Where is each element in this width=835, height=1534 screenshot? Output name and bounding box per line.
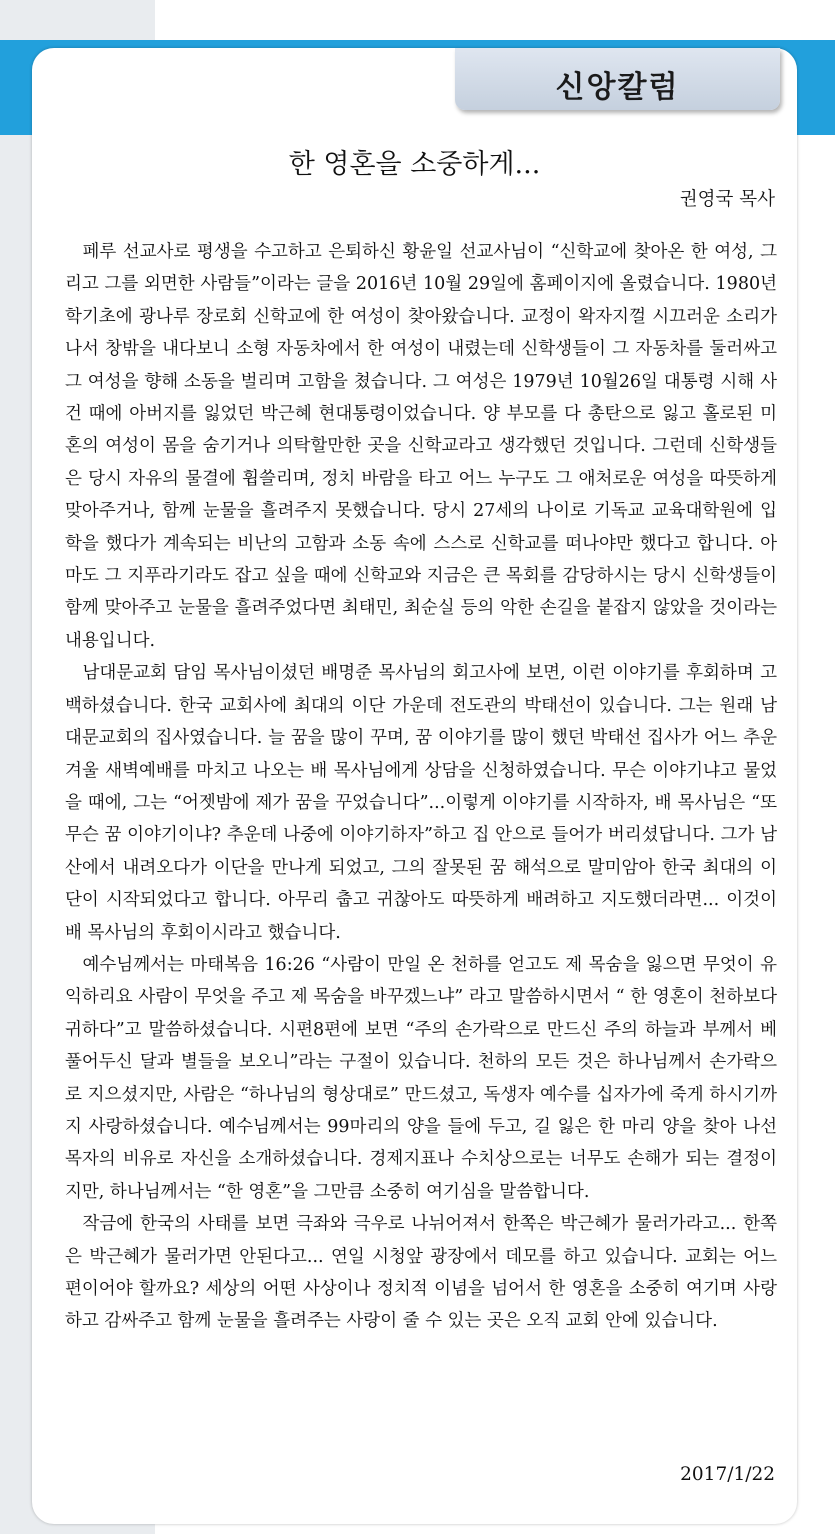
article-title: 한 영혼을 소중하게...: [288, 149, 541, 180]
paragraph: 남대문교회 담임 목사님이셨던 배명준 목사님의 회고사에 보면, 이런 이야기를 후회하며 고백하셨습니다. 한국 교회사에 최대의 이단 가운데 전도관의 박태선이 있습니다. 그는 원래 남대문교회의 집사였습니다. 늘 꿈을 많이 꾸며, 꿈 이야기를 많이 했던 박태선 집사가 어느 추운 겨울 새벽예배를 마치고 나오는 배 목사님에게 상담을 신청하였습니다. 무슨 이야기냐고 물었을 때에, 그는 “어젯밤에 제가 꿈을 꾸었습니다”...이렇게 이야기를 시작하자, 배 목사님은 “또 무슨 꿈 이야기이냐? 추운데 나중에 이야기하자”하고 집 안으로 들어가 버리셨답니다. 그가 남산에서 내려오다가 이단을 만나게 되었고, 그의 잘못된 꿈 해석으로 말미암아 한국 최대의 이단이 시작되었다고 합니다. 아무리 춥고 귀찮아도 따뜻하게 배려하고 지도했더라면... 이것이 배 목사님의 후회이시라고 했습니다.: [65, 663, 777, 943]
paragraph: 예수님께서는 마태복음 16:26 “사람이 만일 온 천하를 얻고도 제 목숨을 잃으면 무엇이 유익하리요 사람이 무엇을 주고 제 목숨을 바꾸겠느냐” 라고 말씀하시면서 “ 한 영혼이 천하보다 귀하다”고 말씀하셨습니다. 시편8편에 보면 “주의 손가락으로 만드신 주의 하늘과 부께서 베풀어두신 달과 별들을 보오니”라는 구절이 있습니다. 천하의 모든 것은 하나님께서 손가락으로 지으셨지만, 사람은 “하나님의 형상대로” 만드셨고, 독생자 예수를 십자가에 죽게 하시기까지 사랑하셨습니다. 예수님께서는 99마리의 양을 들에 두고, 길 잃은 한 마리 양을 찾아 나선 목자의 비유로 자신을 소개하셨습니다. 경제지표나 수치상으로는 너무도 손해가 되는 결정이지만, 하나님께서는 “한 영혼”을 그만큼 소중히 여기심을 말씀합니다.: [65, 954, 777, 1202]
article-body: [65, 236, 777, 1338]
paragraph: 작금에 한국의 사태를 보면 극좌와 극우로 나뉘어져서 한쪽은 박근혜가 물러가라고... 한쪽은 박근혜가 물러가면 안된다고... 연일 시청앞 광장에서 데모를 하고 있습니다. 교회는 어느 편이어야 할까요? 세상의 어떤 사상이나 정치적 이념을 넘어서 한 영혼을 소중히 여기며 사랑하고 감싸주고 함께 눈물을 흘려주는 사랑이 줄 수 있는 곳은 오직 교회 안에 있습니다.: [65, 1214, 777, 1332]
section-label: 신앙칼럼: [555, 70, 680, 105]
article-date: 2017/1/22: [680, 1464, 775, 1485]
paragraph: 페루 선교사로 평생을 수고하고 은퇴하신 황윤일 선교사님이 “신학교에 찾아온 한 여성, 그리고 그를 외면한 사람들”이라는 글을 2016년 10월 29일에 홈페이지에 올렸습니다. 1980년 학기초에 광나루 장로회 신학교에 한 여성이 찾아왔습니다. 교정이 왁자지껄 시끄러운 소리가 나서 창밖을 내다보니 소형 자동차에서 한 여성이 내렸는데 신학생들이 그 자동차를 둘러싸고 그 여성을 향해 소동을 벌리며 고함을 쳤습니다. 그 여성은 1979년 10월26일 대통령 시해 사건 때에 아버지를 잃었던 박근혜 현대통령이었습니다. 양 부모를 다 총탄으로 잃고 홀로된 미혼의 여성이 몸을 숨기거나 의탁할만한 곳을 신학교라고 생각했던 것입니다. 그런데 신학생들은 당시 자유의 물결에 휩쓸리며, 정치 바람을 타고 어느 누구도 그 애처로운 여성을 따뜻하게 맞아주거나, 함께 눈물을 흘려주지 못했습니다. 당시 27세의 나이로 기독교 교육대학원에 입학을 했다가 계속되는 비난의 고함과 소동 속에 스스로 신학교를 떠나야만 했다고 합니다. 아마도 그 지푸라기라도 잡고 싶을 때에 신학교와 지금은 큰 목회를 감당하시는 당시 신학생들이 함께 맞아주고 눈물을 흘려주었다면 최태민, 최순실 등의 악한 손길을 붙잡지 않았을 것이라는 내용입니다.: [65, 242, 777, 651]
section-tab: [455, 48, 780, 110]
article-author: 권영국 목사: [679, 189, 775, 210]
